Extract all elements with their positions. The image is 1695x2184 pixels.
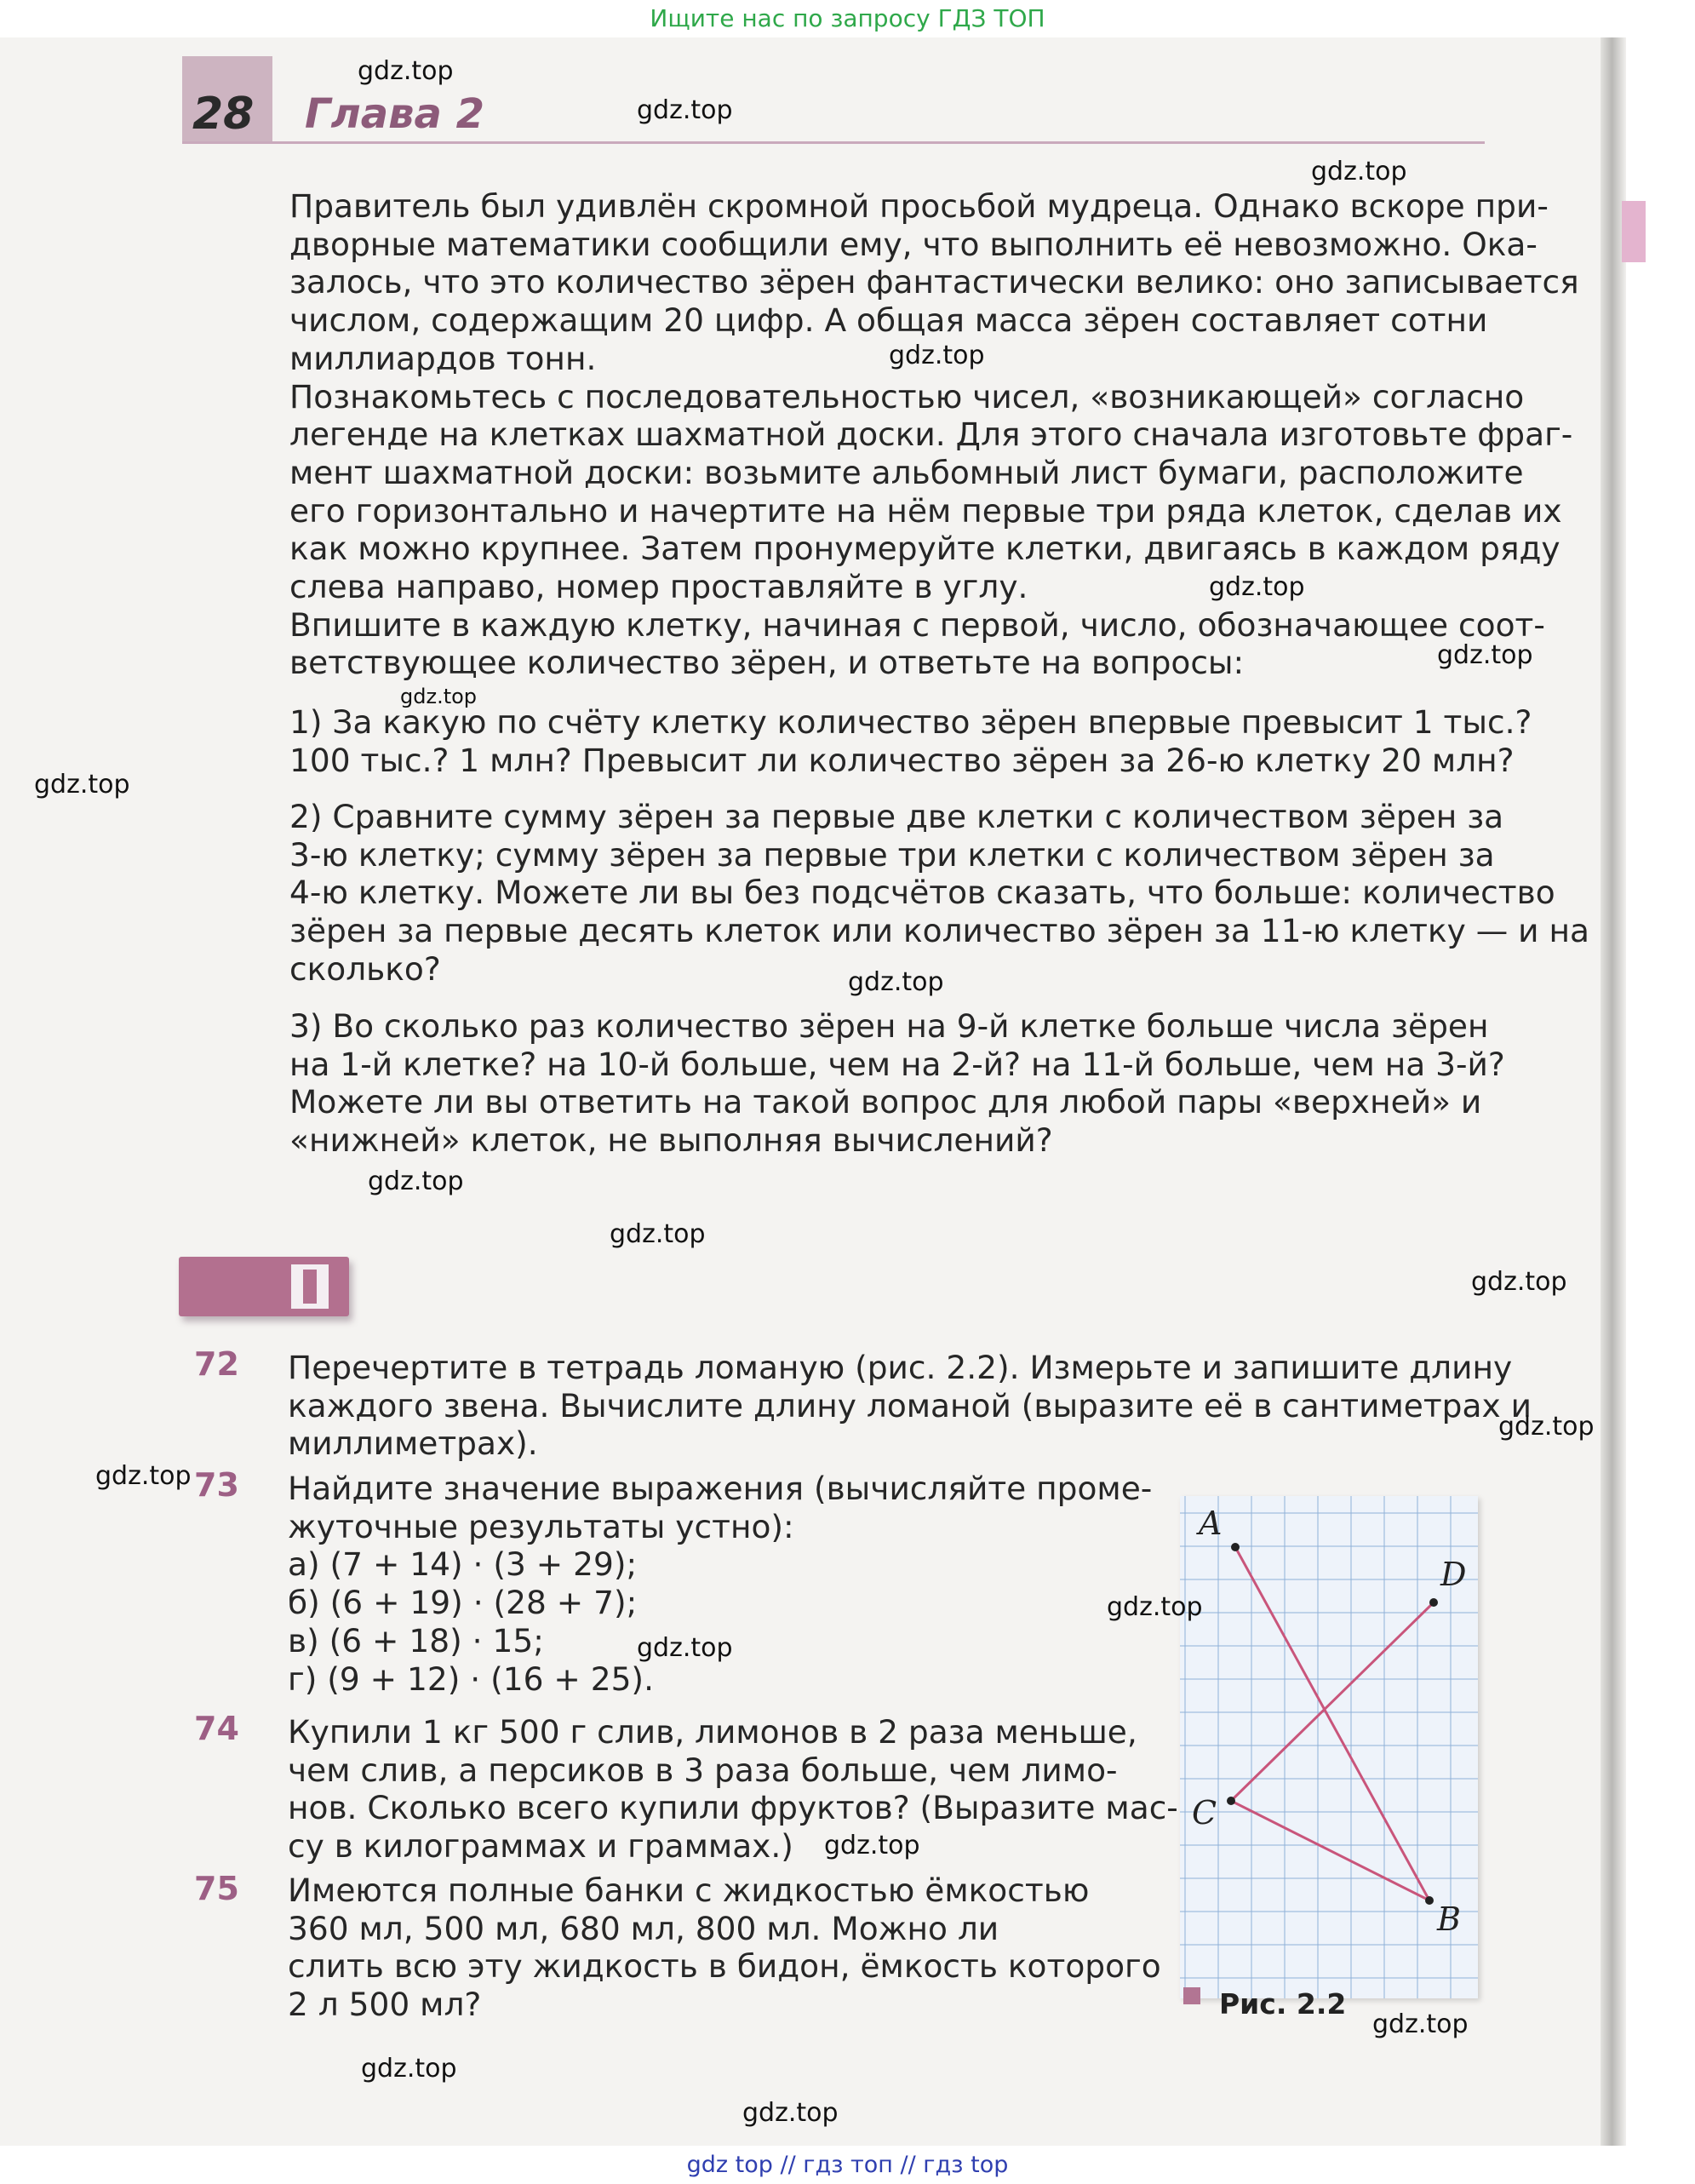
watermark: gdz.top — [637, 95, 733, 125]
figure-2-2 — [1180, 1496, 1478, 1998]
text-line: сколько? — [289, 949, 441, 988]
watermark: gdz.top — [1372, 2009, 1469, 2039]
watermark: gdz.top — [1437, 640, 1533, 670]
broken-line-ABCD — [1231, 1547, 1434, 1900]
text-line: слева направо, номер проставляйте в углу. — [289, 568, 1028, 606]
caption-bullet — [1183, 1987, 1200, 2004]
watermark: gdz.top — [358, 56, 454, 86]
text-line: зёрен за первые десять клеток или количество зёрен за 11-ю клетку — и на — [289, 912, 1589, 950]
point-label-c: C — [1192, 1794, 1217, 1831]
question-2 — [289, 798, 1589, 989]
point-d — [1429, 1598, 1438, 1607]
watermark: gdz.top — [1107, 1592, 1203, 1622]
text-line: су в килограммах и граммах.) — [288, 1827, 793, 1866]
text-line: а) (7 + 14) · (3 + 29); — [288, 1545, 638, 1584]
text-line: нов. Сколько всего купили фруктов? (Выразите мас- — [288, 1789, 1178, 1827]
watermark: gdz.top — [889, 341, 985, 370]
text-line: жуточные результаты устно): — [288, 1507, 794, 1545]
page-margin — [1626, 37, 1695, 2146]
text-line: залось, что это количество зёрен фантастически велико: оно записывается — [289, 263, 1579, 301]
task-75-text — [288, 1872, 1161, 2024]
watermark: gdz.top — [400, 685, 478, 708]
text-line: 4-ю клетку. Можете ли вы без подсчётов сказать, что больше: количество — [289, 874, 1555, 912]
text-line: Впишите в каждую клетку, начиная с первой, число, обозначающее соот- — [289, 605, 1545, 644]
watermark: gdz.top — [1498, 1412, 1595, 1442]
watermark: gdz.top — [824, 1831, 920, 1860]
watermark: gdz.top — [34, 770, 130, 800]
polyline-grid-figure — [1180, 1496, 1478, 1998]
text-line: Можете ли вы ответить на такой вопрос для любой пары «верхней» и — [289, 1083, 1482, 1121]
watermark: gdz.top — [742, 2098, 839, 2128]
text-line: ветствующее количество зёрен, и ответьте на вопросы: — [289, 644, 1245, 682]
text-line: слить всю эту жидкость в бидон, ёмкость которого — [288, 1947, 1161, 1986]
text-line: его горизонтально и начертите на нём первые три ряда клеток, сделав их — [289, 491, 1562, 530]
text-line: 360 мл, 500 мл, 680 мл, 800 мл. Можно ли — [288, 1909, 999, 1947]
text-line: миллиардов тонн. — [289, 339, 597, 377]
top-banner: Ищите нас по запросу ГДЗ ТОП — [650, 4, 1045, 32]
text-line: чем слив, а персиков в 3 раза больше, чем лимо- — [288, 1751, 1118, 1789]
graph-paper-grid — [1180, 1496, 1478, 1998]
level-marker-icon — [291, 1264, 329, 1309]
task-74-text — [288, 1713, 1178, 1866]
chapter-title: Глава 2 — [305, 90, 485, 138]
text-line: на 1-й клетке? на 10-й больше, чем на 2-й? на 11-й больше, чем на 3-й? — [289, 1045, 1505, 1083]
watermark: gdz.top — [848, 967, 944, 997]
text-line: Перечертите в тетрадь ломаную (рис. 2.2). Измерьте и запишите длину — [288, 1349, 1513, 1386]
watermark: gdz.top — [637, 1633, 733, 1663]
question-1 — [289, 703, 1532, 779]
watermark: gdz.top — [95, 1461, 192, 1491]
bottom-banner: gdz top // гдз топ // гдз top — [0, 2146, 1695, 2184]
text-line: миллиметрах). — [288, 1424, 538, 1463]
watermark: gdz.top — [610, 1219, 706, 1249]
text-line: Купили 1 кг 500 г слив, лимонов в 2 раза меньше, — [288, 1713, 1137, 1751]
question-3 — [289, 1007, 1505, 1160]
task-72-text — [288, 1349, 1532, 1463]
point-a — [1231, 1543, 1240, 1551]
page-number: 28 — [192, 89, 255, 140]
text-line: числом, содержащим 20 цифр. А общая масса зёрен составляет сотни — [289, 301, 1488, 340]
point-b — [1425, 1896, 1434, 1905]
text-line: Правитель был удивлён скромной просьбой мудреца. Однако вскоре при- — [289, 187, 1549, 225]
page-edge-tab — [1622, 201, 1646, 262]
task-73-text — [288, 1470, 1153, 1698]
watermark: gdz.top — [1471, 1267, 1567, 1297]
text-line: 100 тыс.? 1 млн? Превысит ли количество зёрен за 26-ю клетку 20 млн? — [289, 741, 1515, 779]
text-line: г) (9 + 12) · (16 + 25). — [288, 1659, 654, 1698]
text-line: 3-ю клетку; сумму зёрен за первые три клетки с количеством зёрен за — [289, 835, 1495, 874]
text-line: 3) Во сколько раз количество зёрен на 9-й клетке больше числа зёрен — [289, 1007, 1489, 1045]
header-divider — [182, 141, 1485, 144]
text-line: Познакомьтесь с последовательностью чисел, «возникающей» согласно — [289, 377, 1525, 416]
task-number-75: 75 — [194, 1870, 239, 1907]
watermark: gdz.top — [361, 2054, 457, 2084]
text-line: 2) Сравните сумму зёрен за первые две клетки с количеством зёрен за — [289, 798, 1504, 835]
text-line: Найдите значение выражения (вычисляйте проме- — [288, 1470, 1153, 1507]
page-spine-shadow — [1601, 37, 1626, 2146]
text-line: 2 л 500 мл? — [288, 1986, 482, 2024]
text-line: 1) За какую по счёту клетку количество зёрен впервые превысит 1 тыс.? — [289, 703, 1532, 741]
task-number-72: 72 — [194, 1345, 239, 1383]
text-line: б) (6 + 19) · (28 + 7); — [288, 1584, 638, 1622]
text-line: каждого звена. Вычислите длину ломаной (выразите её в сантиметрах и — [288, 1386, 1532, 1424]
point-label-d: D — [1440, 1556, 1467, 1593]
figure-caption: Рис. 2.2 — [1219, 1987, 1347, 2021]
text-line: в) (6 + 18) · 15; — [288, 1621, 544, 1659]
text-line: как можно крупнее. Затем пронумеруйте клетки, двигаясь в каждом ряду — [289, 530, 1560, 568]
point-label-a: A — [1199, 1505, 1223, 1542]
task-number-74: 74 — [194, 1710, 239, 1747]
watermark: gdz.top — [1311, 157, 1407, 186]
watermark: gdz.top — [1209, 572, 1305, 602]
text-line: дворные математики сообщили ему, что выполнить её невозможно. Ока- — [289, 225, 1538, 263]
point-c — [1227, 1797, 1235, 1805]
text-line: мент шахматной доски: возьмите альбомный лист бумаги, расположите — [289, 453, 1524, 491]
watermark: gdz.top — [368, 1167, 464, 1196]
point-label-b: B — [1437, 1900, 1461, 1938]
text-line: «нижней» клеток, не выполняя вычислений? — [289, 1121, 1053, 1160]
text-line: Имеются полные банки с жидкостью ёмкостью — [288, 1872, 1090, 1909]
text-line: легенде на клетках шахматной доски. Для этого сначала изготовьте фраг- — [289, 416, 1573, 454]
task-number-73: 73 — [194, 1466, 239, 1504]
